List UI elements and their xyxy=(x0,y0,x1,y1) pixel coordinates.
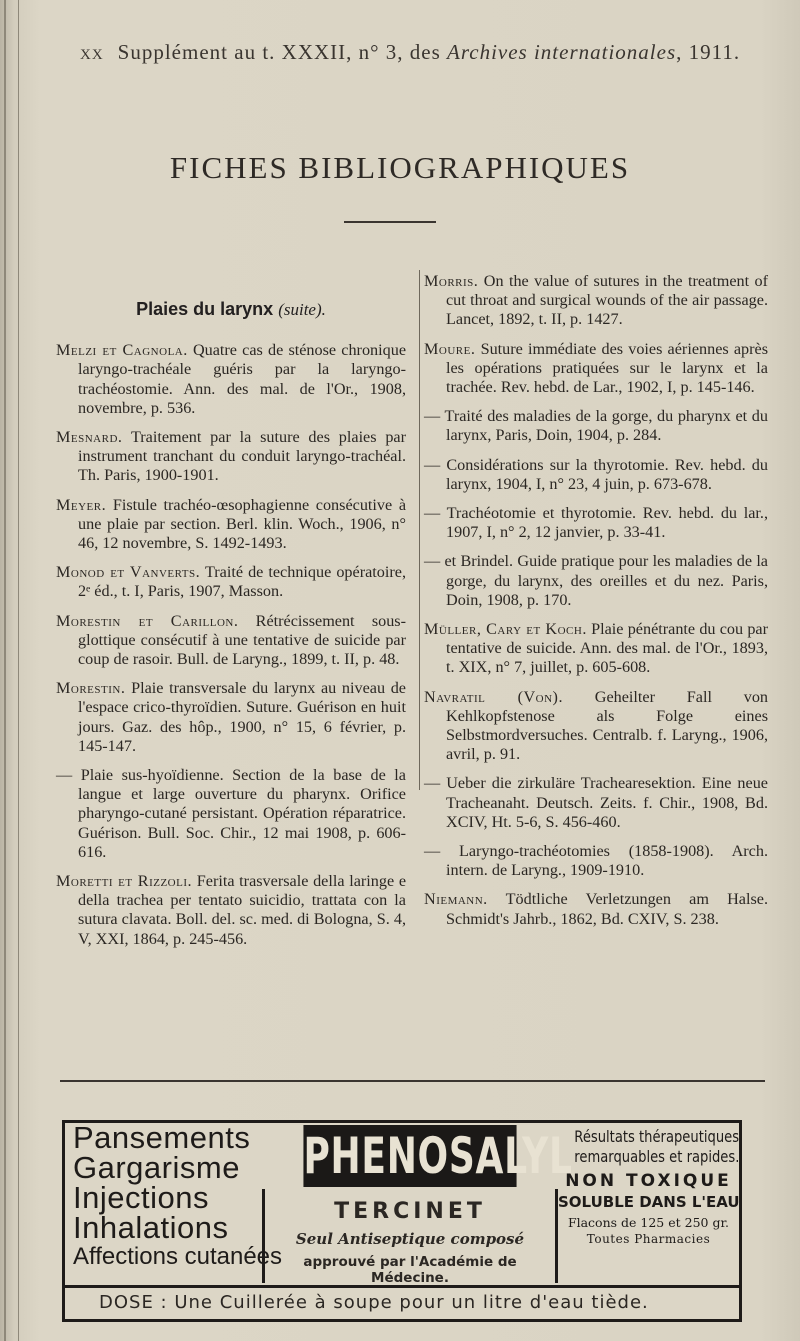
entry-author: Moure. xyxy=(424,339,476,358)
entry-author: Monod et Vanverts. xyxy=(56,563,201,582)
bibliography-entry xyxy=(56,872,406,949)
entry-text: — et Brindel. Guide pratique pour les maladies de la gorge, du larynx, des oreilles et du nez. Paris, Doin, 1908, p. 170. xyxy=(424,552,768,609)
gutter-line xyxy=(4,0,6,1341)
bibliography-entry xyxy=(424,552,768,610)
section-suite: (suite). xyxy=(278,300,326,319)
bibliography-entry xyxy=(56,428,406,486)
entry-text: Plaie transversale du larynx au niveau de l'espace crico-thyroïdien. Suture. Guérison en huit jours. Gaz. des hôp., 1900, n° 15, 6 février, p. 145-147. xyxy=(78,679,406,755)
entry-author: Morestin et Carillon. xyxy=(56,611,239,630)
bibliography-entry xyxy=(424,504,768,542)
gutter-line xyxy=(18,0,19,1341)
entry-author: Morestin. xyxy=(56,679,126,698)
entry-text: Traité de technique opératoire, 2ᵉ éd., t. I, Paris, 1907, Masson. xyxy=(78,563,406,601)
entry-text: Plaie pénétrante du cou par tentative de suicide. Ann. des mal. de l'Or., 1893, t. XIX, n° 7, juillet, p. 605-608. xyxy=(446,620,769,677)
entry-text: Quatre cas de sténose chronique laryngo-trachéale guéris par la laryngo-trachéostomie. Ann. des mal. de l'Or., 1908, novembre, p. 536. xyxy=(78,341,407,417)
bibliography-entry xyxy=(424,456,768,494)
ad-uses-list xyxy=(73,1120,283,1271)
ad-use-item: Pansements xyxy=(73,1120,251,1155)
ad-approval: approuvé par l'Académie de Médecine. xyxy=(303,1254,517,1286)
ad-maker: TERCINET xyxy=(334,1199,486,1224)
ad-use-item: Gargarisme xyxy=(73,1150,240,1185)
entry-text: Tödtliche Verletzungen am Halse. Schmidt's Jahrb., 1862, Bd. CXIV, S. 238. xyxy=(446,890,769,928)
entry-text: — Considérations sur la thyrotomie. Rev. hebd. du larynx, 1904, I, n° 23, 4 juin, p. 673-678. xyxy=(424,455,768,493)
entry-author: Moretti et Rizzoli. xyxy=(56,872,193,891)
entry-text: Ferita trasversale della laringe e della trachea per tentato suicidio, trattata con la sutura clavata. Boll. del. sc. med. di Bologna, S. 4, V, XXI, 1864, p. 245-456. xyxy=(78,872,406,948)
entry-text: — Trachéotomie et thyrotomie. Rev. hebd. du lar., 1907, I, n° 2, 12 janvier, p. 33-41. xyxy=(424,504,768,542)
ad-claim-2: remarquables et rapides. xyxy=(574,1147,740,1166)
ad-use-item: Inhalations xyxy=(73,1210,229,1245)
entry-text: Suture immédiate des voies aériennes après les opérations pratiquées sur le larynx et la trachée. Rev. hebd. de Lar., 1902, I, p. 145-146. xyxy=(446,339,768,397)
ad-description: Seul Antiseptique composé xyxy=(295,1230,525,1248)
running-head-year: , 1911. xyxy=(676,40,741,64)
entry-text: — Laryngo-trachéotomies (1858-1908). Arch. intern. de Laryng., 1909-1910. xyxy=(424,842,768,880)
bibliography-entry xyxy=(56,766,406,862)
bibliography-entry xyxy=(424,272,768,330)
left-column xyxy=(56,282,406,959)
entry-author: Müller, Cary et Koch. xyxy=(424,620,587,639)
ad-non-toxic: NON TOXIQUE xyxy=(565,1171,732,1191)
page-number: XX xyxy=(80,47,104,63)
bibliography-entry xyxy=(424,340,768,398)
bibliography-entry xyxy=(56,341,406,418)
bibliography-entry xyxy=(56,563,406,601)
entry-author: Melzi et Cagnola. xyxy=(56,341,188,360)
running-head-text: Supplément au t. XXXII, n° 3, des xyxy=(117,40,448,64)
bibliography-entry xyxy=(56,496,406,554)
bibliography-entry xyxy=(424,890,768,928)
bibliography-entry xyxy=(424,620,768,678)
bibliography-entry xyxy=(424,688,768,765)
bibliography-entry xyxy=(424,774,768,832)
entry-text: Fistule trachéo-œsophagienne consécutive à une plaie par section. Berl. klin. Woch., 1906, n° 46, 12 novembre, S. 1492-1493. xyxy=(78,495,407,553)
journal-name: Archives internationales xyxy=(447,40,677,64)
column-divider xyxy=(419,270,420,790)
section-title: Plaies du larynx xyxy=(136,299,274,319)
bibliography-entry xyxy=(56,612,406,670)
ad-pharmacies: Toutes Pharmacies xyxy=(586,1232,711,1246)
entry-text: Geheilter Fall von Kehlkopfstenose als Folge eines Selbstmordversuches. Centralb. f. Laryng., 1906, avril, p. 91. xyxy=(446,687,769,764)
advertisement xyxy=(62,1120,742,1322)
ad-brand: PHENOSALYL xyxy=(303,1127,573,1185)
entry-text: — Ueber die zirkuläre Trachearesektion. Eine neue Tracheanaht. Deutsch. Zeits. f. Chir., 1908, Bd. XCIV, Ht. 5-6, S. 456-460. xyxy=(424,774,768,831)
right-column xyxy=(424,272,768,939)
ad-dose: DOSE : Une Cuillerée à soupe pour un litre d'eau tiède. xyxy=(65,1285,739,1322)
bibliography-entry xyxy=(424,407,768,445)
entry-author: Meyer. xyxy=(56,495,107,514)
ad-brand-box xyxy=(262,1189,558,1286)
ad-claim-1: Résultats thérapeutiques xyxy=(574,1127,740,1146)
entry-text: On the value of sutures in the treatment of cut throat and surgical wounds of the air passage. Lancet, 1892, t. II, p. 1427. xyxy=(446,272,769,329)
entry-text: — Plaie sus-hyoïdienne. Section de la base de la langue et large ouverture du pharynx. Orifice pharyngo-cutané persistant. Opération réparatrice. Guérison. Bull. Soc. Chir., 12 mai 1908, p. 606-616. xyxy=(56,766,406,861)
ad-claims xyxy=(558,1123,739,1283)
running-head xyxy=(80,40,780,65)
entry-text: Rétrécissement sous-glottique consécutif à une tentative de suicide par coup de rasoir. Bull. de Laryng., 1899, t. II, p. 48. xyxy=(78,611,406,669)
ad-soluble: SOLUBLE DANS L'EAU xyxy=(558,1193,740,1211)
title-rule xyxy=(344,221,436,223)
ad-use-item: Affections cutanées xyxy=(73,1243,283,1270)
bibliography-entry xyxy=(424,842,768,880)
entry-author: Morris. xyxy=(424,272,479,290)
bibliography-entry xyxy=(56,679,406,756)
bottom-rule xyxy=(60,1080,765,1082)
entry-author: Mesnard. xyxy=(56,428,123,447)
entry-text: — Traité des maladies de la gorge, du pharynx et du larynx, Paris, Doin, 1904, p. 284. xyxy=(424,407,768,445)
entry-author: Niemann. xyxy=(424,890,488,909)
page-title: FICHES BIBLIOGRAPHIQUES xyxy=(169,150,631,185)
entry-text: Traitement par la suture des plaies par instrument tranchant du conduit laryngo-trachéal. Th. Paris, 1900-1901. xyxy=(78,428,406,485)
section-heading xyxy=(56,300,406,319)
entry-author: Navratil (Von). xyxy=(424,687,563,706)
ad-flacons: Flacons de 125 et 250 gr. xyxy=(567,1215,730,1230)
ad-use-item: Injections xyxy=(73,1180,209,1215)
